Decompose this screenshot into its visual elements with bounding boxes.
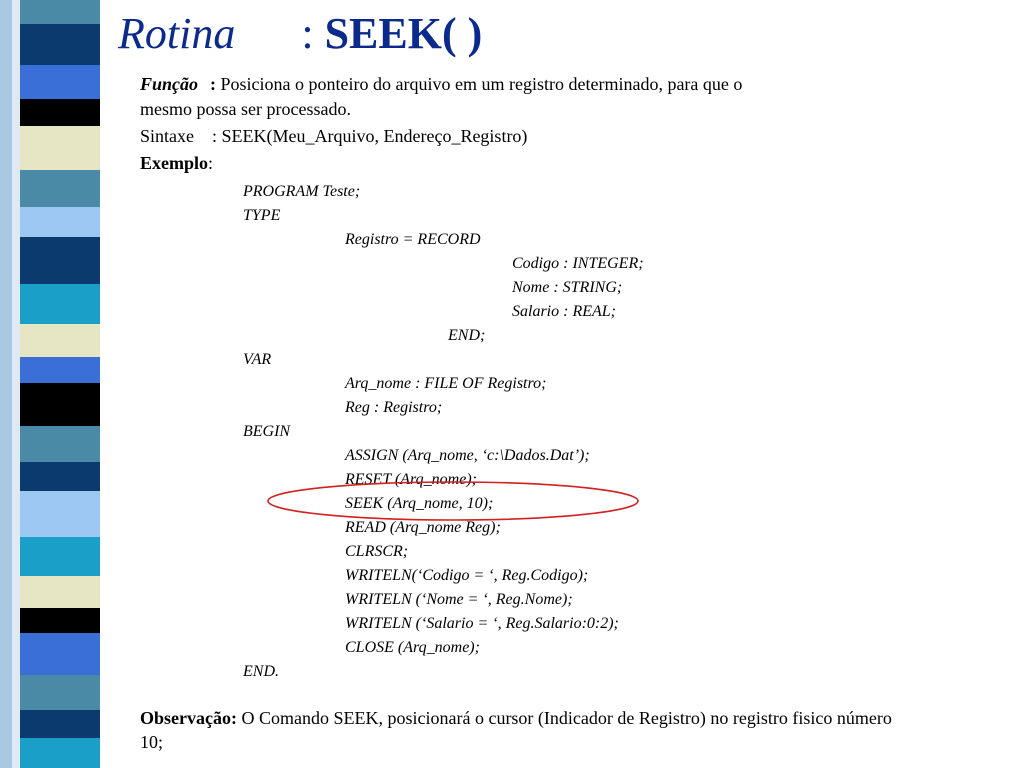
code-line: VAR bbox=[243, 351, 272, 368]
code-line: TYPE bbox=[243, 207, 281, 224]
observacao-line bbox=[140, 706, 892, 730]
exemplo-label: Exemplo bbox=[140, 153, 209, 173]
funcao-text: Posiciona o ponteiro do arquivo em um registro determinado, para que o bbox=[216, 74, 743, 94]
exemplo-line bbox=[140, 151, 213, 175]
code-line: Codigo : INTEGER; bbox=[512, 255, 644, 272]
code-line: WRITELN (‘Salario = ‘, Reg.Salario:0:2); bbox=[345, 615, 619, 632]
stripe-block bbox=[20, 608, 100, 633]
stripe-block bbox=[20, 491, 100, 537]
stripe-block bbox=[20, 633, 100, 675]
stripe-block bbox=[20, 324, 100, 357]
stripe-block bbox=[20, 170, 100, 207]
stripe-block bbox=[20, 426, 100, 462]
sintaxe-line bbox=[140, 124, 527, 148]
stripe-block bbox=[20, 462, 100, 491]
sintaxe-label: Sintaxe bbox=[140, 126, 194, 146]
highlight-ellipse bbox=[266, 480, 640, 522]
stripe-block bbox=[20, 0, 100, 24]
funcao-colon: : bbox=[210, 74, 217, 94]
code-line: CLRSCR; bbox=[345, 543, 409, 560]
stripe-block bbox=[20, 207, 100, 237]
code-line: BEGIN bbox=[243, 423, 291, 440]
funcao-label: Função bbox=[140, 74, 199, 94]
stripe-block bbox=[20, 710, 100, 738]
funcao-line bbox=[140, 72, 742, 96]
stripe-block bbox=[20, 237, 100, 284]
code-line: WRITELN (‘Nome = ‘, Reg.Nome); bbox=[345, 591, 573, 608]
observacao-text: O Comando SEEK, posicionará o cursor (Indicador de Registro) no registro fisico número bbox=[236, 708, 892, 728]
code-line-seek: SEEK (Arq_nome, 10); bbox=[345, 495, 494, 512]
observacao-text-continuation: 10; bbox=[140, 732, 164, 752]
stripe-block bbox=[20, 357, 100, 383]
code-line: WRITELN(‘Codigo = ‘, Reg.Codigo); bbox=[345, 567, 589, 584]
stripe-block bbox=[20, 126, 100, 170]
code-line: Registro = RECORD bbox=[345, 231, 481, 248]
slide-title bbox=[118, 8, 482, 60]
title-colon: : bbox=[301, 9, 314, 58]
code-line: CLOSE (Arq_nome); bbox=[345, 639, 480, 656]
stripe-block bbox=[20, 65, 100, 99]
code-line: READ (Arq_nome Reg); bbox=[345, 519, 501, 536]
title-routine: SEEK( ) bbox=[324, 9, 483, 58]
funcao-text-continuation: mesmo possa ser processado. bbox=[140, 99, 351, 119]
exemplo-colon: : bbox=[208, 153, 214, 173]
sintaxe-text: : SEEK(Meu_Arquivo, Endereço_Registro) bbox=[212, 126, 528, 146]
code-line: END. bbox=[243, 663, 279, 680]
code-line: ASSIGN (Arq_nome, ‘c:\Dados.Dat’); bbox=[345, 447, 590, 464]
stripe-block bbox=[20, 24, 100, 65]
stripe-block bbox=[20, 738, 100, 768]
stripe-block bbox=[20, 537, 100, 576]
code-line: RESET (Arq_nome); bbox=[345, 471, 477, 488]
code-line: Salario : REAL; bbox=[512, 303, 616, 320]
decorative-stripe bbox=[0, 0, 120, 768]
code-line: PROGRAM Teste; bbox=[243, 183, 361, 200]
observacao-label: Observação: bbox=[140, 708, 237, 728]
code-line: Arq_nome : FILE OF Registro; bbox=[345, 375, 547, 392]
stripe-block bbox=[20, 675, 100, 710]
stripe-block bbox=[20, 576, 100, 608]
stripe-block bbox=[20, 383, 100, 426]
stripe-block bbox=[20, 284, 100, 324]
stripe-block bbox=[20, 99, 100, 126]
code-line: END; bbox=[448, 327, 486, 344]
title-word: Rotina bbox=[118, 9, 236, 58]
code-line: Nome : STRING; bbox=[512, 279, 623, 296]
code-line: Reg : Registro; bbox=[345, 399, 443, 416]
